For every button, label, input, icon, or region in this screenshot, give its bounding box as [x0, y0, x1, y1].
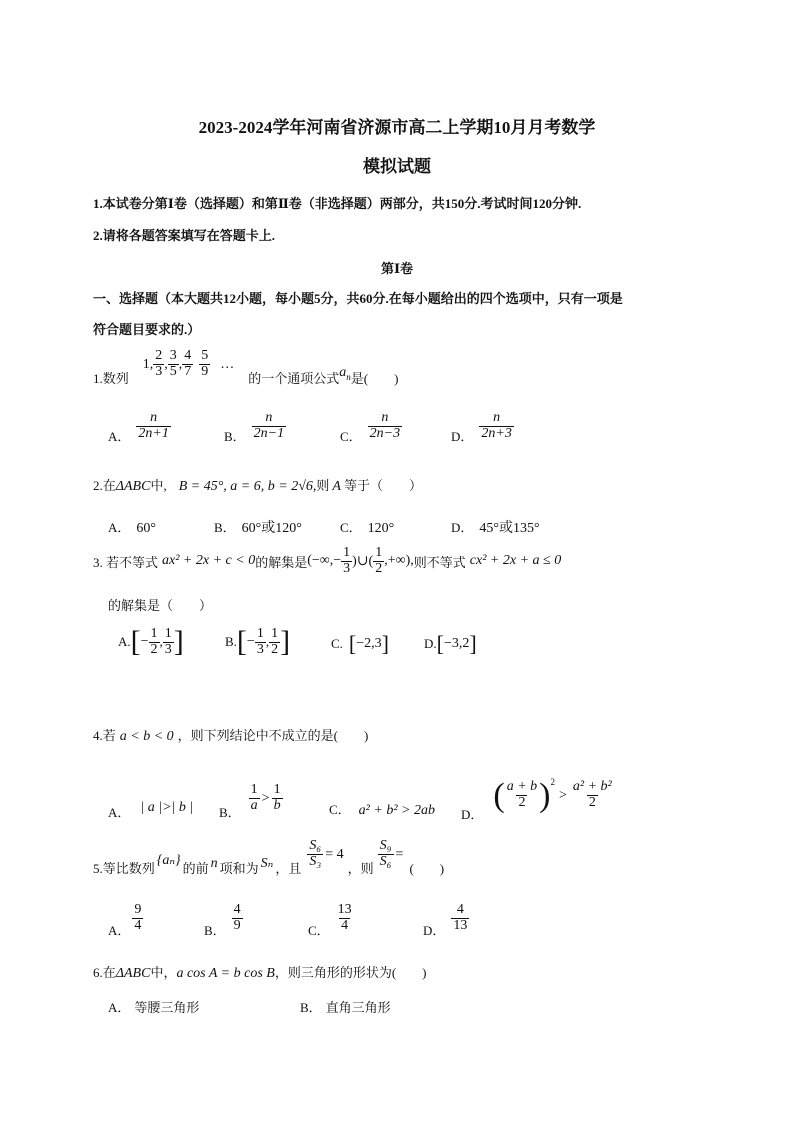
page-title: 2023-2024学年河南省济源市高二上学期10月月考数学 [198, 118, 596, 137]
instruction-2: 2.请将各题答案填写在答题卡上. [93, 228, 276, 243]
q1-an: $a_n$ [339, 365, 351, 382]
question-5: 5.等比数列 {aₙ} 的前 n 项和为 Sₙ ，且 $\frac{\text{S₆}}{\text{S₃}}$ = 4 ，则 $\frac{\text{S₉}}{\text{S₆}}$ = ( ) [93, 838, 445, 876]
question-4: 4.若 a < b < 0 ，则下列结论中不成立的是( ) [93, 728, 369, 744]
q2-triangle: ΔABC [115, 479, 151, 494]
q3-line-2: 的解集是（ ） [108, 598, 213, 613]
q1-option-d: D． $\frac{n}{2n+3}$ [451, 410, 512, 444]
question-1 [93, 342, 398, 387]
volume-label: 第Ⅰ卷 [380, 261, 414, 276]
q4-option-c: C． a² + b² > 2ab [329, 802, 435, 818]
q4-option-a: A． | a |>| b | [108, 800, 194, 820]
q3-inequality-1: ax² + 2x + c < 0 [162, 553, 256, 569]
q1-prefix: 1.数列 [93, 371, 129, 386]
q2-option-a: A． 60° [108, 520, 156, 536]
section-heading-cont: 符合题目要求的.） [93, 322, 201, 337]
q6-option-a: A． 等腰三角形 [108, 1000, 200, 1015]
q1-seq-term: $\frac{3}{5}$ [169, 348, 177, 379]
q1-ellipsis: … [220, 356, 235, 372]
q1-text: 的一个通项公式 [248, 371, 340, 386]
page-subtitle: 模拟试题 [363, 157, 431, 176]
q1-sequence: 1, $\frac{2}{3}$ , $\frac{3}{5}$ , $\frac{4}{7}$ $\frac{5}{9}$ … [142, 348, 235, 379]
q1-option-c: C． $\frac{n}{2n-3}$ [340, 410, 401, 444]
q1-option-b: B． $\frac{n}{2n-1}$ [224, 410, 285, 444]
q1-option-a: A． $\frac{n}{2n+1}$ [108, 410, 169, 444]
q1-seq-term: $\frac{5}{9}$ [201, 348, 209, 379]
q2-option-b: B． 60°或120° [214, 520, 302, 536]
q5-option-a: A． $\frac{9}{4}$ [108, 902, 142, 938]
q5-option-c: C． $\frac{13}{4}$ [308, 902, 352, 938]
q6-triangle: ΔABC [115, 966, 151, 981]
q3-option-b: B. [ − $\frac{1}{3}$ , $\frac{1}{2}$ ] [225, 625, 291, 659]
question-6: 6.在 ΔABC 中， a cos A = b cos B ，则三角形的形状为( ) [93, 965, 427, 981]
q2-option-c: C． 120° [340, 520, 395, 536]
q3-option-d: D. [ −3,2 ] [424, 631, 477, 656]
q1-seq-first: 1, [142, 356, 154, 372]
q1-seq-term: $\frac{4}{7}$ [184, 348, 192, 379]
q2-option-d: D． 45°或135° [451, 520, 540, 536]
question-2: 2.在 ΔABC 中, B = 45°, a = 6, b = 2√6, 则 A 等于（ ） [93, 478, 422, 494]
q3-option-c: C. [ −2,3 ] [331, 631, 389, 656]
q5-option-b: B． $\frac{4}{9}$ [204, 902, 241, 938]
instruction-1: 1.本试卷分第Ⅰ卷（选择题）和第Ⅱ卷（非选择题）两部分，共150分.考试时间120分钟. [93, 196, 582, 211]
q3-inequality-2: cx² + 2x + a ≤ 0 [469, 553, 562, 569]
q6-condition: a cos A = b cos B [176, 966, 275, 981]
q1-seq-term: $\frac{2}{3}$ [155, 348, 163, 379]
q2-condition: B = 45°, a = 6, b = 2√6, [178, 479, 317, 494]
question-3: 3. 若不等式 ax² + 2x + c < 0 的解集是 (−∞,− $\frac{1}{3}$ )∪( $\frac{1}{2}$ ,+∞), 则不等式 cx² + 2x + a ≤ 0 [93, 545, 562, 576]
q4-option-d: D． ( $\frac{a + b}{2}$ ) 2 > $\frac{\text{a² + b²}}{2}$ [461, 776, 612, 822]
section-heading: 一、选择题（本大题共12小题，每小题5分，共60分.在每小题给出的四个选项中，只有一项是 [93, 291, 623, 306]
q6-option-b: B． 直角三角形 [300, 1000, 391, 1015]
q4-option-b: B． $\frac{1}{a}$ > $\frac{1}{b}$ [219, 782, 281, 820]
q4-condition: a < b < 0 [119, 729, 174, 744]
q3-option-a: A. [ − $\frac{1}{2}$ , $\frac{1}{3}$ ] [118, 625, 184, 659]
q1-suffix: 是( ) [350, 371, 399, 386]
q5-option-d: D． $\frac{4}{13}$ [423, 902, 468, 938]
